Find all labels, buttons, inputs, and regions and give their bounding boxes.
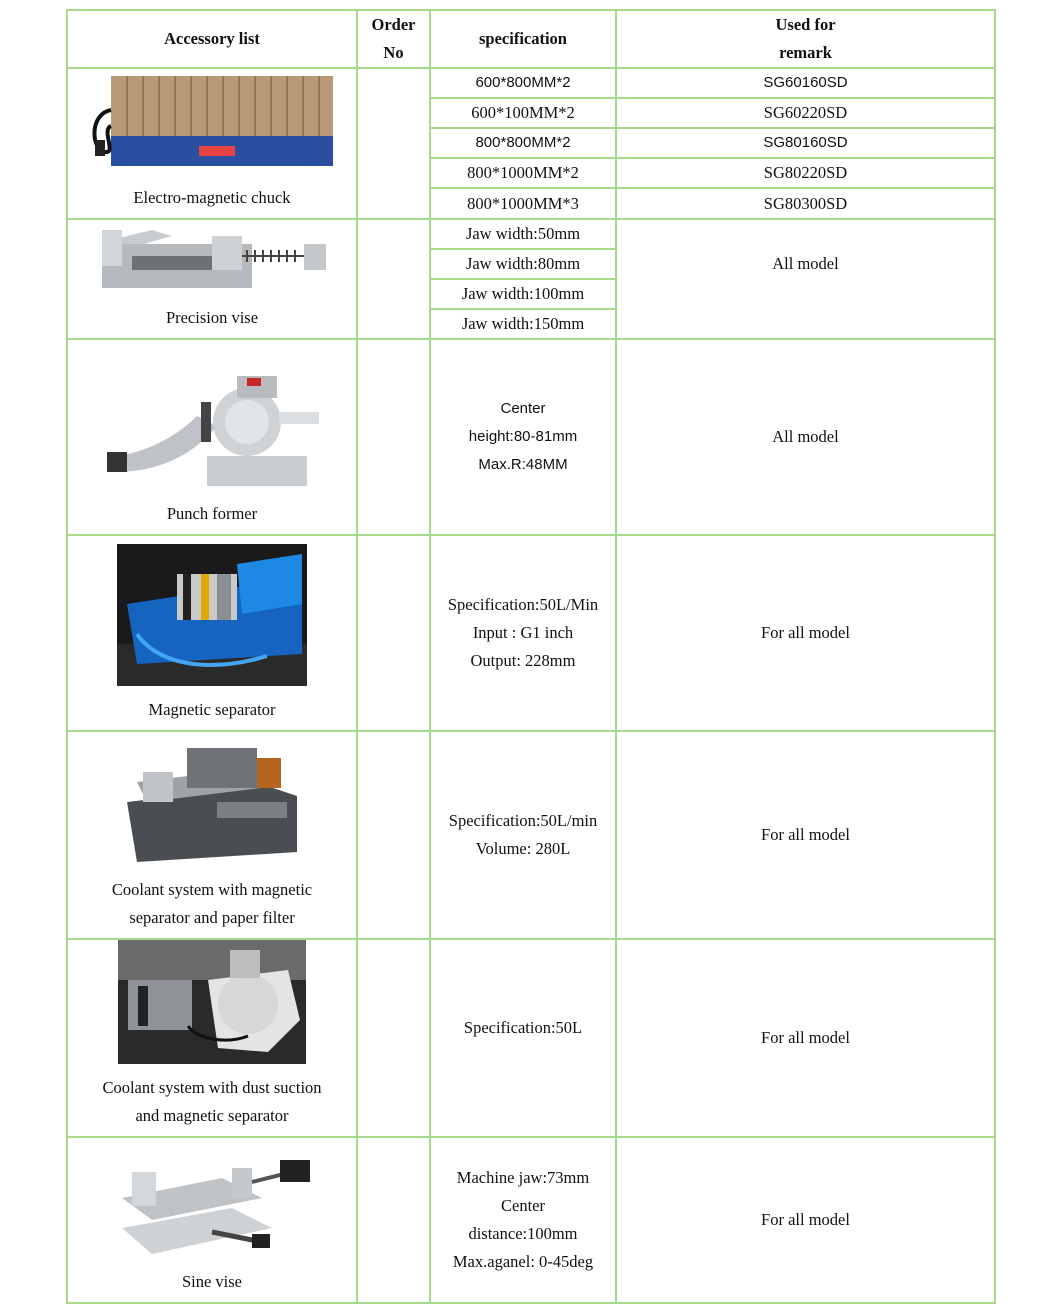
- spec-cell: Specification:50L: [430, 939, 616, 1137]
- remark-cell: All model: [616, 339, 995, 535]
- accessory-cell-coolant-dust-suction: [67, 939, 357, 1137]
- remark-cell: SG60160SD: [616, 68, 995, 98]
- spec-cell: Jaw width:50mm: [430, 219, 616, 249]
- order-no-cell: [357, 535, 430, 731]
- remark-cell: For all model: [616, 939, 995, 1137]
- remark-cell: For all model: [616, 535, 995, 731]
- spec-cell: 600*100MM*2: [430, 98, 616, 128]
- table-row: [67, 1137, 995, 1303]
- accessory-cell-chuck: [67, 68, 357, 219]
- precision-vise-image: [92, 222, 332, 294]
- sine-vise-image: [112, 1158, 312, 1258]
- remark-cell: SG80300SD: [616, 188, 995, 219]
- accessory-name: Electro-magnetic chuck: [133, 188, 291, 207]
- remark-cell: For all model: [616, 1137, 995, 1303]
- table-row: [67, 219, 995, 249]
- order-no-cell: [357, 339, 430, 535]
- spec-cell: 800*800MM*2: [430, 128, 616, 158]
- order-no-cell: [357, 219, 430, 339]
- remark-cell: SG80160SD: [616, 128, 995, 158]
- magnetic-separator-image: [117, 544, 307, 686]
- remark-cell: SG80220SD: [616, 158, 995, 188]
- accessory-cell-coolant-paper-filter: [67, 731, 357, 939]
- remark-cell: For all model: [616, 731, 995, 939]
- table-row: [67, 731, 995, 939]
- accessory-name: Precision vise: [165, 308, 259, 327]
- accessory-name-line: Coolant system with magnetic: [111, 880, 313, 899]
- accessory-name-line: separator and paper filter: [129, 908, 295, 927]
- spec-cell: Machine jaw:73mm Center distance:100mm Max.aganel: 0-45deg: [430, 1137, 616, 1303]
- electro-magnetic-chuck-image: [87, 70, 337, 174]
- order-no-cell: [357, 939, 430, 1137]
- table-row: [67, 939, 995, 1137]
- spec-cell: Jaw width:80mm: [430, 249, 616, 279]
- spec-cell: 800*1000MM*3: [430, 188, 616, 219]
- accessory-table: [66, 9, 996, 1304]
- punch-former-image: [97, 366, 327, 490]
- coolant-system-dust-suction-image: [118, 940, 306, 1064]
- order-no-cell: [357, 1137, 430, 1303]
- accessory-name-line: and magnetic separator: [135, 1106, 289, 1125]
- accessory-cell-sine-vise: [67, 1137, 357, 1303]
- order-no-cell: [357, 731, 430, 939]
- header-accessory-list: Accessory list: [67, 10, 357, 68]
- spec-cell: Center height:80-81mm Max.R:48MM: [430, 339, 616, 535]
- accessory-name-line: Coolant system with dust suction: [102, 1078, 322, 1097]
- accessory-name: Punch former: [166, 504, 258, 523]
- header-order-no: Order No: [357, 10, 430, 68]
- header-row: [67, 10, 995, 68]
- remark-cell: SG60220SD: [616, 98, 995, 128]
- table-row: [67, 339, 995, 535]
- accessory-cell-precision-vise: [67, 219, 357, 339]
- coolant-system-paper-filter-image: [117, 742, 307, 866]
- spec-cell: Specification:50L/min Volume: 280L: [430, 731, 616, 939]
- table-row: [67, 535, 995, 731]
- spec-cell: Jaw width:100mm: [430, 279, 616, 309]
- spec-cell: Jaw width:150mm: [430, 309, 616, 339]
- spec-cell: Specification:50L/Min Input : G1 inch Output: 228mm: [430, 535, 616, 731]
- header-specification: specification: [430, 10, 616, 68]
- spec-cell: 600*800MM*2: [430, 68, 616, 98]
- order-no-cell: [357, 68, 430, 219]
- spec-cell: 800*1000MM*2: [430, 158, 616, 188]
- accessory-cell-punch-former: [67, 339, 357, 535]
- remark-cell: All model: [616, 219, 995, 339]
- accessory-name: Sine vise: [181, 1272, 243, 1291]
- table-row: [67, 68, 995, 98]
- accessory-name: Magnetic separator: [148, 700, 276, 719]
- accessory-cell-magnetic-separator: [67, 535, 357, 731]
- header-used-for: Used for remark: [616, 10, 995, 68]
